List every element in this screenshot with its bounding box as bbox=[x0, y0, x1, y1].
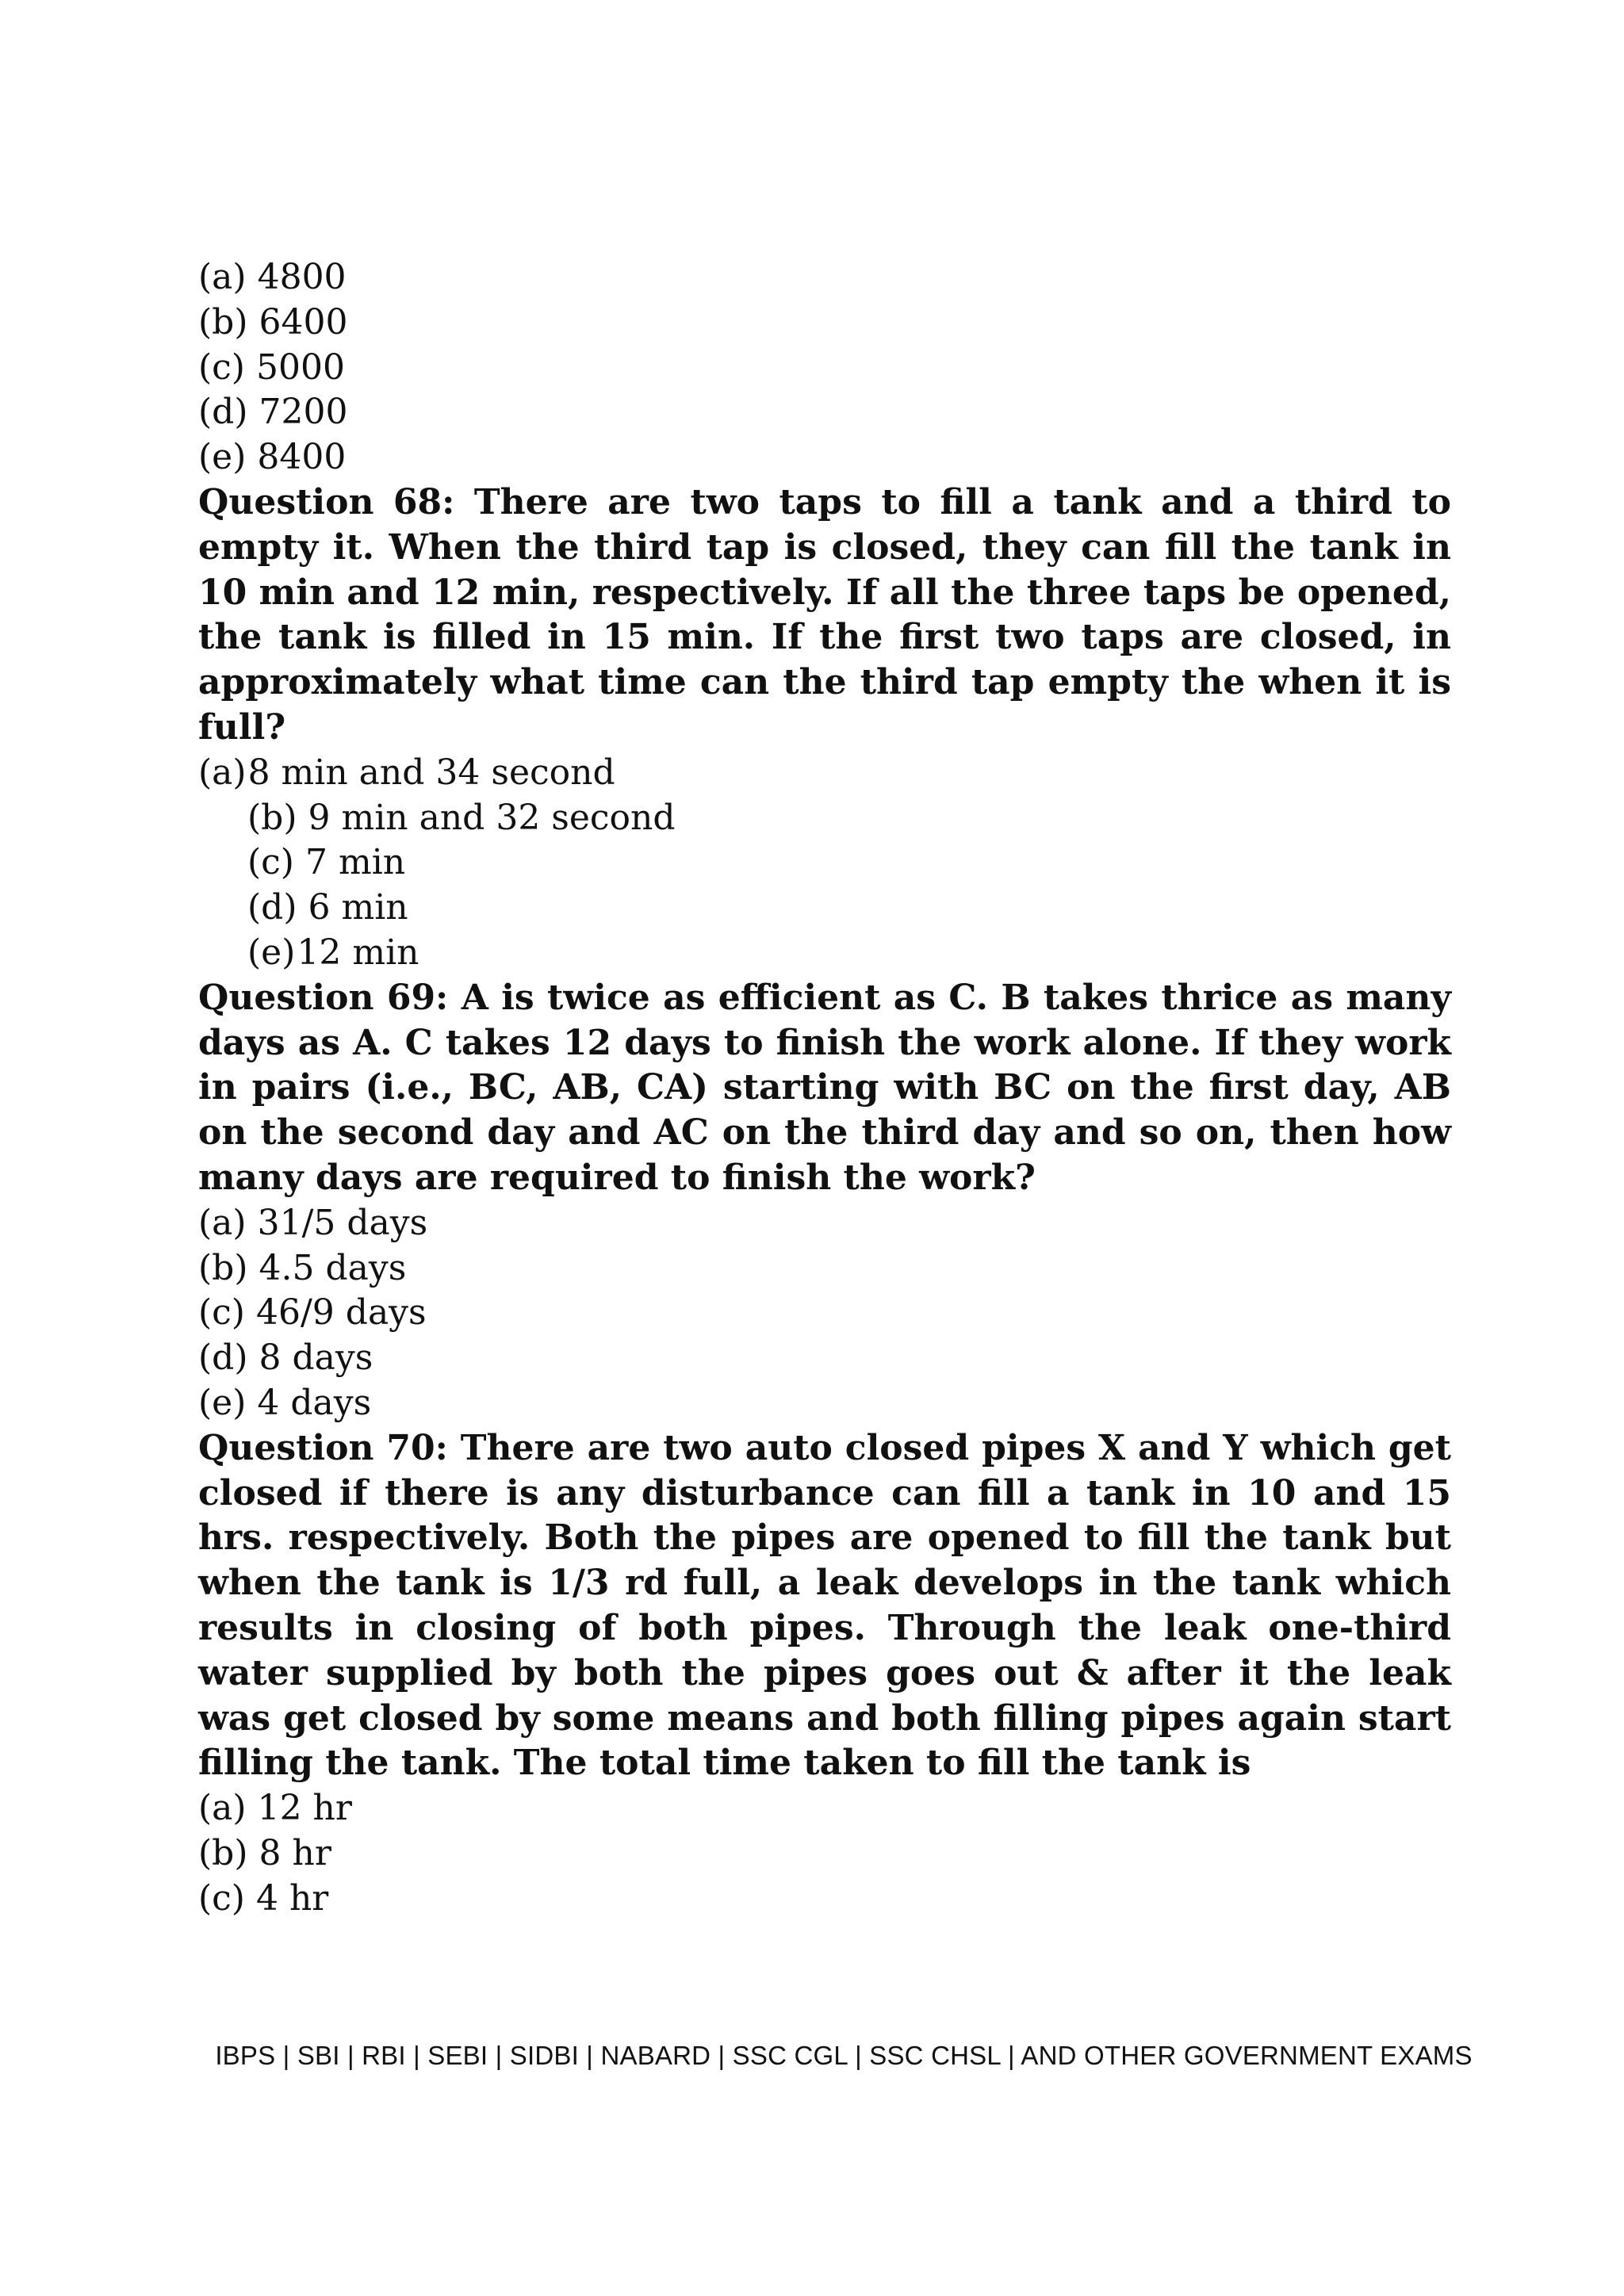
option-letter: (a) bbox=[198, 1788, 247, 1829]
option-text: 31/5 days bbox=[257, 1202, 428, 1243]
question-69-text bbox=[198, 976, 1451, 1201]
q70-option-a bbox=[198, 1786, 1451, 1831]
option-text: 6 min bbox=[308, 887, 408, 928]
option-text: 8400 bbox=[257, 437, 347, 478]
footer-text: IBPS | SBI | RBI | SEBI | SIDBI | NABARD | SSC CGL | SSC CHSL | AND OTHER GOVERNMENT EXAMS bbox=[215, 2041, 1473, 2070]
option-letter: (e) bbox=[198, 437, 247, 478]
question-68-text bbox=[198, 480, 1451, 751]
option-text: 12 min bbox=[297, 932, 419, 973]
q68-option-d bbox=[198, 886, 1451, 931]
q68-option-e bbox=[198, 931, 1451, 976]
question-69-body: A is twice as efficient as C. B takes thrice as many days as A. C takes 12 days to finish the work alone. If they work in pairs (i.e., BC, AB, CA) starting with BC on the first day, AB on the second day and AC on the third day and so on, then how many days are required to finish the work? bbox=[198, 977, 1451, 1198]
option-letter: (c) bbox=[198, 346, 245, 388]
option-letter: (b) bbox=[198, 1832, 248, 1873]
option-text: 7200 bbox=[259, 392, 348, 433]
option-letter: (c) bbox=[247, 842, 294, 883]
option-text: 12 hr bbox=[257, 1788, 352, 1829]
option-text: 4800 bbox=[257, 257, 347, 297]
q70-option-c bbox=[198, 1877, 1451, 1922]
option-text: 7 min bbox=[304, 842, 406, 883]
option-text: 4.5 days bbox=[259, 1247, 407, 1288]
option-letter: (d) bbox=[198, 392, 248, 433]
question-69 bbox=[198, 976, 1451, 1426]
option-letter: (a) bbox=[198, 1202, 247, 1243]
question-68-label: Question 68: bbox=[198, 481, 455, 522]
option-text: 9 min and 32 second bbox=[308, 797, 676, 838]
question-70-text bbox=[198, 1426, 1451, 1786]
q68-option-c bbox=[198, 840, 1451, 886]
option-letter: (c) bbox=[198, 1877, 245, 1919]
option-a bbox=[198, 255, 1451, 300]
option-letter: (d) bbox=[247, 887, 297, 928]
q69-option-c bbox=[198, 1291, 1451, 1336]
option-text: 4 hr bbox=[255, 1877, 329, 1919]
question-70-label: Question 70: bbox=[198, 1427, 448, 1468]
option-letter: (e) bbox=[247, 932, 296, 973]
option-c bbox=[198, 346, 1451, 391]
previous-question-options bbox=[198, 255, 1451, 480]
option-text: 4 days bbox=[257, 1382, 372, 1423]
option-letter: (c) bbox=[198, 1292, 245, 1334]
q68-option-a bbox=[198, 751, 1451, 796]
option-text: 46/9 days bbox=[255, 1292, 427, 1334]
q69-option-d bbox=[198, 1336, 1451, 1381]
q69-option-a bbox=[198, 1201, 1451, 1246]
option-d bbox=[198, 390, 1451, 435]
q69-option-b bbox=[198, 1246, 1451, 1292]
option-text: 8 hr bbox=[259, 1832, 331, 1873]
question-70-body: There are two auto closed pipes X and Y which get closed if there is any disturbance can fill a tank in 10 and 15 hrs. respectively. Both the pipes are opened to fill the tank but when the tank is 1/3 rd full, a leak develops in the tank which results in closing of both pipes. Through the leak one-third water supplied by both the pipes goes out & after it the leak was get closed by some means and both filling pipes again start filling the tank. The total time taken to fill the tank is bbox=[198, 1427, 1451, 1784]
option-letter: (b) bbox=[247, 797, 297, 838]
question-70 bbox=[198, 1426, 1451, 1922]
option-text: 8 days bbox=[259, 1337, 373, 1379]
q68-option-b bbox=[198, 796, 1451, 841]
q70-option-b bbox=[198, 1831, 1451, 1877]
q69-option-e bbox=[198, 1381, 1451, 1426]
option-letter: (e) bbox=[198, 1382, 247, 1423]
option-text: 8 min and 34 second bbox=[247, 752, 615, 793]
option-letter: (d) bbox=[198, 1337, 248, 1379]
question-68 bbox=[198, 480, 1451, 976]
option-letter: (a) bbox=[198, 257, 247, 297]
question-69-label: Question 69: bbox=[198, 977, 449, 1018]
option-letter: (b) bbox=[198, 301, 248, 342]
page-content bbox=[198, 255, 1451, 1921]
option-e bbox=[198, 435, 1451, 480]
option-b bbox=[198, 300, 1451, 346]
option-text: 5000 bbox=[255, 346, 345, 388]
option-letter: (b) bbox=[198, 1247, 248, 1288]
question-68-body: There are two taps to fill a tank and a third to empty it. When the third tap is closed, they can fill the tank in 10 min and 12 min, respectively. If all the three taps be opened, the tank is filled in 15 min. If the first two taps are closed, in approximately what time can the third tap empty the when it is full? bbox=[198, 481, 1451, 748]
page-footer bbox=[0, 2041, 1624, 2071]
option-text: 6400 bbox=[259, 301, 348, 342]
option-letter: (a) bbox=[198, 752, 247, 793]
